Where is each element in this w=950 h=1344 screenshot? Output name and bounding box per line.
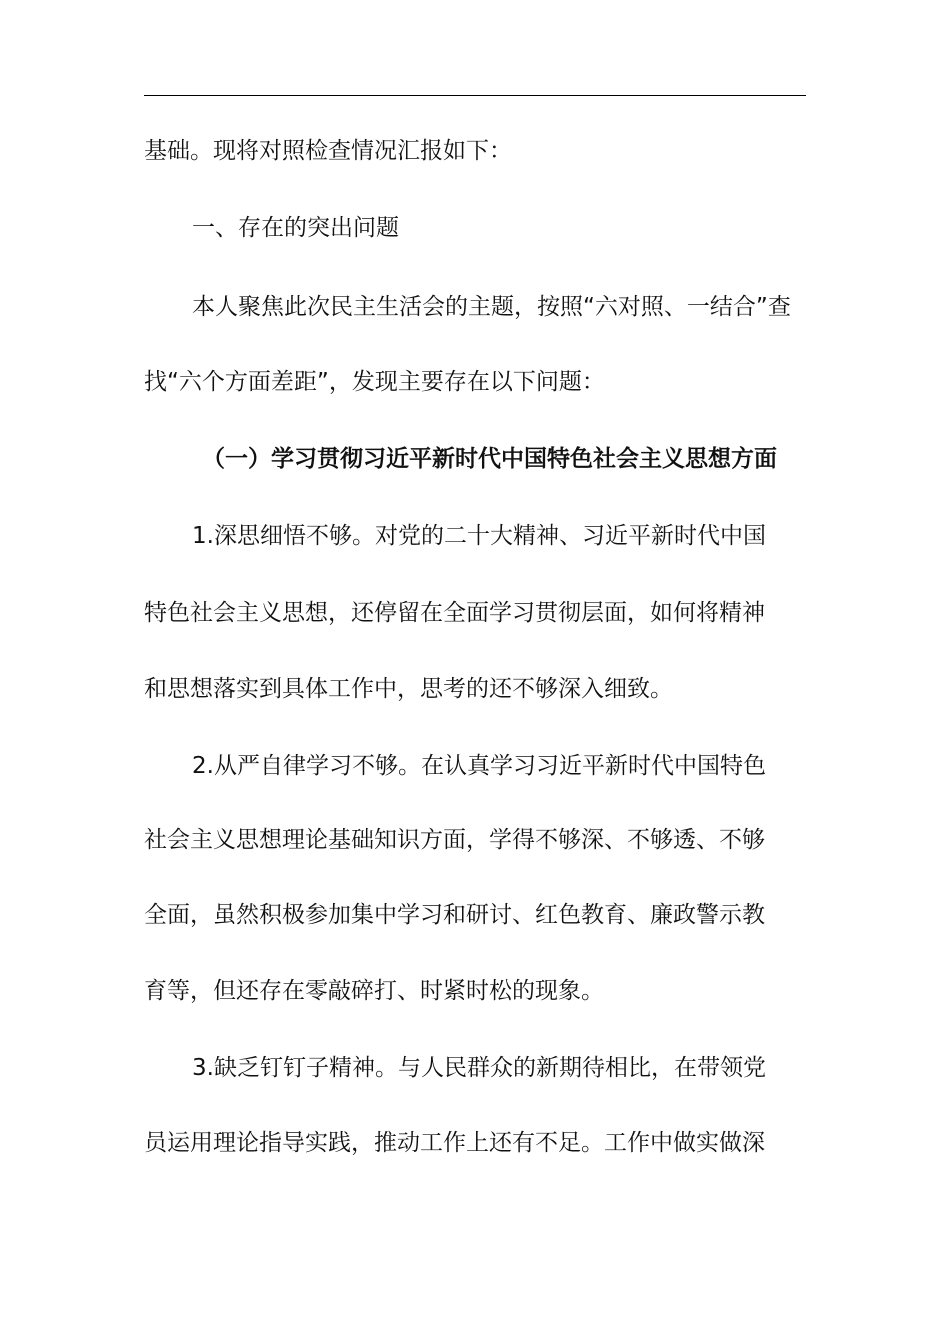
item-1-line-3: 和思想落实到具体工作中，思考的还不够深入细致。 bbox=[144, 676, 673, 702]
item-2-line-1: 2.从严自律学习不够。在认真学习习近平新时代中国特色 bbox=[192, 753, 766, 779]
item-2-line-2: 社会主义思想理论基础知识方面，学得不够深、不够透、不够 bbox=[144, 827, 765, 853]
paragraph-intro-tail: 基础。现将对照检查情况汇报如下： bbox=[144, 138, 512, 164]
section-one-title: 一、存在的突出问题 bbox=[192, 215, 399, 241]
item-3-line-1: 3.缺乏钉钉子精神。与人民群众的新期待相比，在带领党 bbox=[192, 1055, 766, 1081]
item-1-line-2: 特色社会主义思想，还停留在全面学习贯彻层面，如何将精神 bbox=[144, 600, 765, 626]
header-rule bbox=[144, 95, 806, 96]
subsection-one-title: （一）学习贯彻习近平新时代中国特色社会主义思想方面 bbox=[202, 446, 777, 472]
item-3-line-2: 员运用理论指导实践，推动工作上还有不足。工作中做实做深 bbox=[144, 1130, 765, 1156]
item-2-line-3: 全面，虽然积极参加集中学习和研讨、红色教育、廉政警示教 bbox=[144, 902, 765, 928]
item-2-line-4: 育等，但还存在零敲碎打、时紧时松的现象。 bbox=[144, 978, 604, 1004]
paragraph-overview-line-1: 本人聚焦此次民主生活会的主题，按照“六对照、一结合”查 bbox=[192, 294, 791, 320]
item-1-line-1: 1.深思细悟不够。对党的二十大精神、习近平新时代中国 bbox=[192, 523, 766, 549]
paragraph-overview-line-2: 找“六个方面差距”，发现主要存在以下问题： bbox=[144, 369, 605, 395]
